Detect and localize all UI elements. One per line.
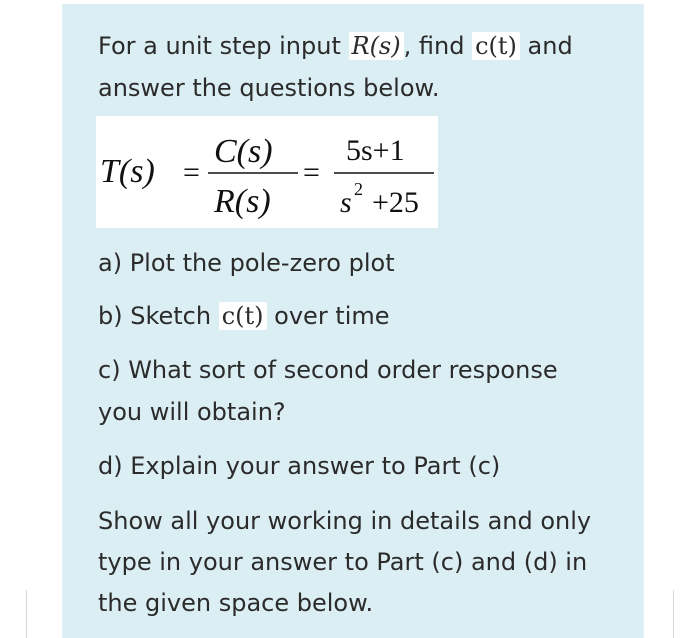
instructions-line-2: type in your answer to Part (c) and (d) in [98,548,588,576]
eq-denominator-2-rest: +25 [372,186,419,219]
intro-text-mid: , find [403,32,473,60]
instructions-line-1: Show all your working in details and only [98,507,592,535]
intro-line-2: answer the questions below. [98,74,440,102]
question-a: a) Plot the pole-zero plot [98,249,395,277]
instructions-line-3: the given space below. [98,589,374,617]
math-r-of-s: R(s) [349,32,404,60]
eq-denominator-2-base: s [340,186,352,219]
intro-text-after: and [519,32,573,60]
eq-equals-1: = [183,156,200,189]
question-b-before: b) Sketch [98,302,219,330]
left-divider [26,590,27,638]
intro-text-before: For a unit step input [98,32,349,60]
eq-denominator-2-exponent: 2 [354,179,363,199]
math-c-of-t: c(t) [472,32,520,60]
eq-denominator-1: R(s) [214,183,271,220]
question-c-line-1: c) What sort of second order response [98,356,558,384]
question-c-line-2: you will obtain? [98,398,286,426]
right-divider [673,590,674,638]
eq-numerator-2: 5s+1 [346,134,405,167]
question-b [98,301,390,331]
question-d: d) Explain your answer to Part (c) [98,452,501,480]
intro-line-1 [98,31,573,61]
question-b-math-c-of-t: c(t) [219,302,267,330]
eq-numerator-1: C(s) [214,133,273,170]
eq-lhs: T(s) [100,153,155,190]
eq-equals-2: = [303,156,320,189]
transfer-function-equation [96,116,438,228]
question-b-after: over time [266,302,390,330]
